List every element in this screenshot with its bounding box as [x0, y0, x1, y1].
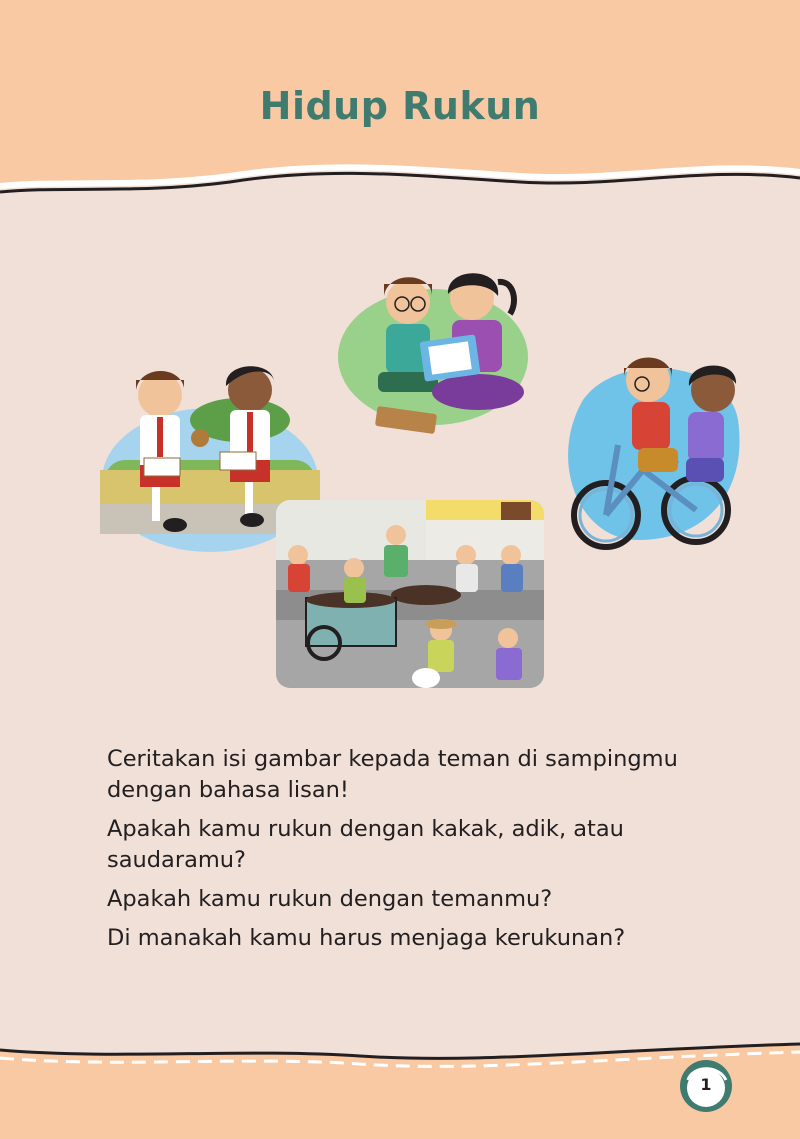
page-number: 1: [700, 1075, 712, 1094]
question-1: Ceritakan isi gambar kepada teman di sampingmu dengan bahasa lisan!: [107, 746, 678, 803]
children-riding-bicycle-icon: [558, 350, 748, 555]
question-4: Di manakah kamu harus menjaga kerukunan?: [107, 925, 626, 951]
question-2: Apakah kamu rukun dengan kakak, adik, atau saudaramu?: [107, 816, 624, 873]
question-list: [107, 744, 747, 962]
page-number-badge: [678, 1058, 734, 1114]
question-3: Apakah kamu rukun dengan temanmu?: [107, 886, 553, 912]
community-cleaning-icon: [276, 500, 544, 688]
children-reading-book-icon: [338, 262, 528, 437]
page-title: Hidup Rukun: [259, 84, 541, 128]
